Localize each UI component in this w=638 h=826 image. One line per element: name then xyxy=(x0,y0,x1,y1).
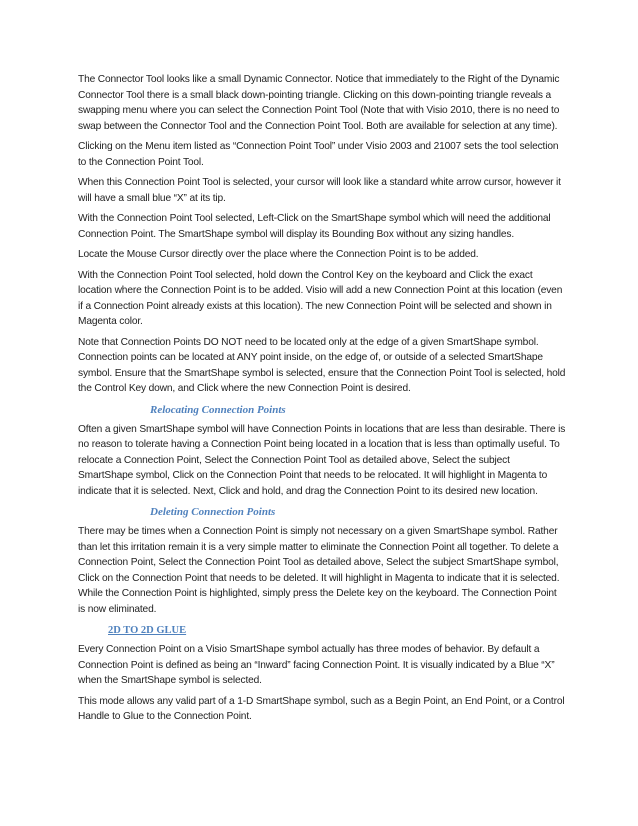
heading-2d-to-2d-glue: 2D TO 2D GLUE xyxy=(108,625,187,636)
paragraph-note-points: Note that Connection Points DO NOT need to be located only at the edge of a given SmartShape symbol. Connection points can be located at ANY point inside, on the edge of, or outside of a selected SmartShape symbol. Ensure that the SmartShape symbol is selected, ensure that the Connection Point Tool is selected, hold the Control Key down, and Click where the new Connection Point is desired. xyxy=(78,336,566,394)
paragraph-control-key: With the Connection Point Tool selected, hold down the Control Key on the keyboard and Click the exact location where the Connection Point is to be added. Visio will add a new Connection Point at this location (even if a Connection Point already exists at this location). The new Connection Point will be selected and shown in Magenta color. xyxy=(78,269,563,327)
paragraph-three-modes: Every Connection Point on a Visio SmartShape symbol actually has three modes of behavior. By default a Connection Point is defined as being an “Inward” facing Connection Point. It is visually indicated by a Blue “X” when the SmartShape symbol is selected. xyxy=(78,644,555,686)
paragraph-relocating: Often a given SmartShape symbol will have Connection Points in locations that are less than desirable. There is no reason to tolerate having a Connection Point being located in a location that is less than optimally useful. To relocate a Connection Point, Select the Connection Point Tool as detailed above, Select the subject SmartShape symbol, Click on the Connection Point that needs to be relocated. It will highlight in Magenta to indicate that it is selected. Next, Click and hold, and drag the Connection Point to its desired new location. xyxy=(78,423,566,497)
paragraph-glue-mode: This mode allows any valid part of a 1-D SmartShape symbol, such as a Begin Point, an End Point, or a Control Handle to Glue to the Connection Point. xyxy=(78,695,565,722)
paragraph-deleting: There may be times when a Connection Point is simply not necessary on a given SmartShape symbol. Rather than let this irritation remain it is a very simple matter to eliminate the Connection Point all together. To delete a Connection Point, Select the Connection Point Tool as detailed above, Select the subject SmartShape symbol, Click on the Connection Point that needs to be deleted. It will highlight in Magenta to indicate that it is selected. While the Connection Point is highlighted, simply press the Delete key on the keyboard. The Connection Point is now eliminated. xyxy=(78,526,560,615)
paragraph-menu-item: Clicking on the Menu item listed as “Connection Point Tool” under Visio 2003 and 21007 sets the tool selection to the Connection Point Tool. xyxy=(78,141,559,168)
paragraph-left-click: With the Connection Point Tool selected, Left-Click on the SmartShape symbol which will need the additional Connection Point. The SmartShape symbol will display its Bounding Box without any sizing handles. xyxy=(78,213,551,240)
paragraph-connector-tool: The Connector Tool looks like a small Dynamic Connector. Notice that immediately to the Right of the Dynamic Connector Tool there is a small black down-pointing triangle. Clicking on this down-pointing triangle reveals a swapping menu where you can select the Connection Point Tool (Note that with Visio 2010, there is no need to swap between the Connector Tool and the Connection Point Tool. Both are available for selection at any time). xyxy=(78,74,560,132)
paragraph-locate-cursor: Locate the Mouse Cursor directly over the place where the Connection Point is to be added. xyxy=(78,249,479,260)
document-page xyxy=(78,72,566,730)
paragraph-cursor: When this Connection Point Tool is selected, your cursor will look like a standard white arrow cursor, however it will have a small blue “X” at its tip. xyxy=(78,177,561,204)
heading-relocating-connection-points: Relocating Connection Points xyxy=(150,403,286,416)
heading-deleting-connection-points: Deleting Connection Points xyxy=(150,506,276,518)
